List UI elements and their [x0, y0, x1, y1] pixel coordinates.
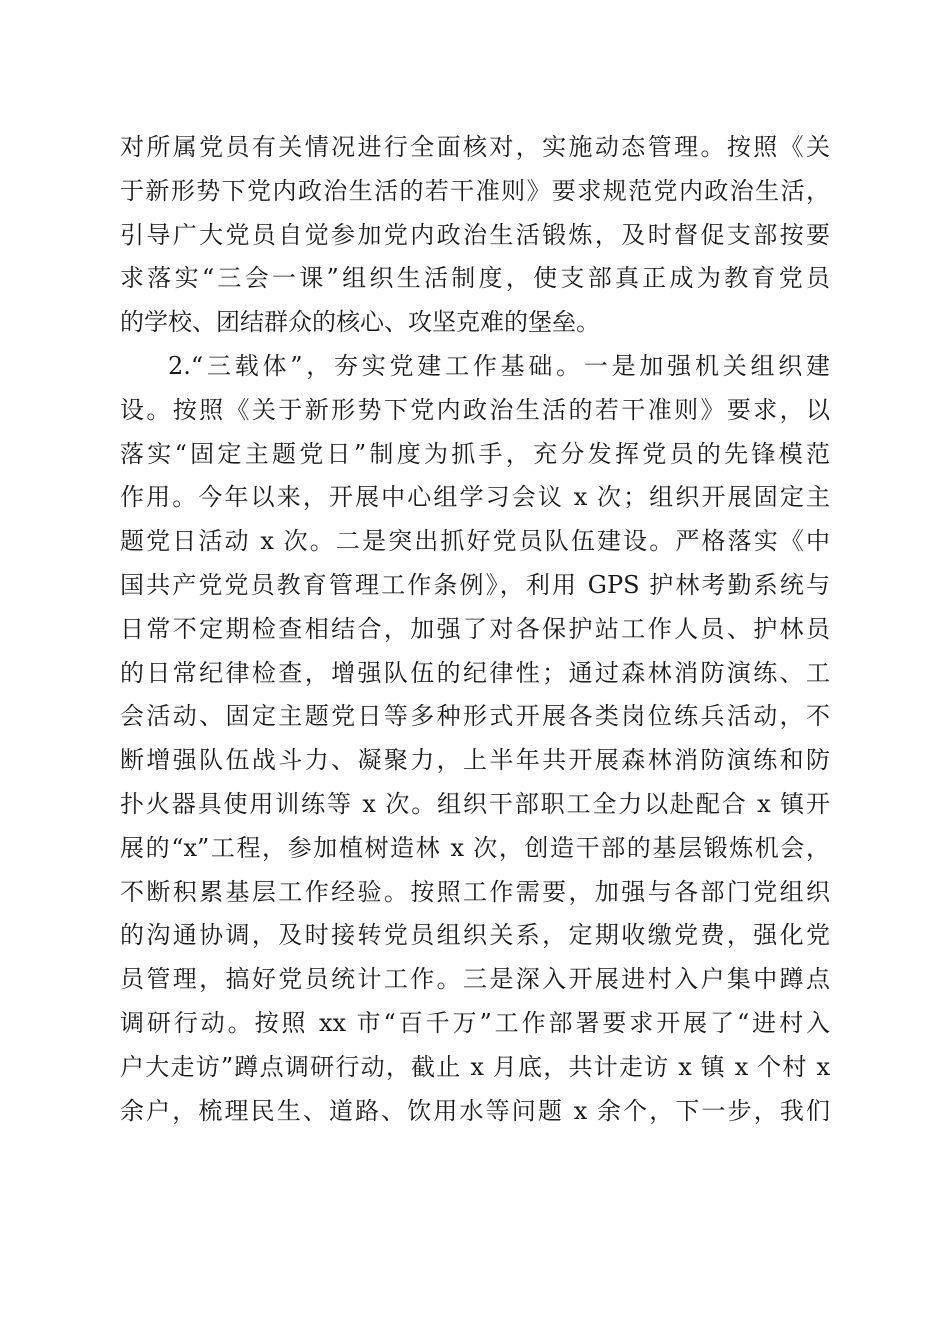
text-line: 展的“x”工程，参加植树造林 x 次，创造干部的基层锻炼机会， [120, 833, 830, 862]
text-line: 设。按照《关于新形势下党内政治生活的若干准则》要求，以 [120, 395, 830, 424]
text-line: 余户，梳理民生、道路、饮用水等问题 x 余个，下一步，我们 [120, 1096, 830, 1125]
text-line: 求落实“三会一课”组织生活制度，使支部真正成为教育党员 [120, 264, 830, 293]
text-line: 扑火器具使用训练等 x 次。组织干部职工全力以赴配合 x 镇开 [120, 790, 830, 818]
text-line: 对所属党员有关情况进行全面核对，实施动态管理。按照《关 [120, 133, 830, 161]
text-line: 的沟通协调，及时接转党员组织关系，定期收缴党费，强化党 [120, 921, 830, 950]
text-line: 不断积累基层工作经验。按照工作需要，加强与各部门党组织 [120, 877, 830, 906]
text-line: 落实“固定主题党日”制度为抓手，充分发挥党员的先锋模范 [120, 439, 830, 468]
text-line: 引导广大党员自觉参加党内政治生活锻炼，及时督促支部按要 [120, 220, 830, 249]
text-line: 调研行动。按照 xx 市“百千万”工作部署要求开展了“进村入 [120, 1009, 830, 1037]
text-line: 员管理，搞好党员统计工作。三是深入开展进村入户集中蹲点 [120, 965, 830, 994]
text-line: 作用。今年以来，开展中心组学习会议 x 次；组织开展固定主 [120, 483, 830, 512]
text-line: 于新形势下党内政治生活的若干准则》要求规范党内政治生活， [120, 176, 830, 205]
text-line: 会活动、固定主题党日等多种形式开展各类岗位练兵活动，不 [120, 702, 830, 731]
text-line: 2.“三载体”，夯实党建工作基础。一是加强机关组织建 [168, 352, 830, 380]
text-line: 断增强队伍战斗力、凝聚力，上半年共开展森林消防演练和防 [120, 746, 830, 775]
text-line: 国共产党党员教育管理工作条例》，利用 GPS 护林考勤系统与 [120, 571, 830, 599]
text-line: 的日常纪律检查，增强队伍的纪律性；通过森林消防演练、工 [120, 658, 830, 687]
text-line: 户大走访”蹲点调研行动，截止 x 月底，共计走访 x 镇 x 个村 x [120, 1052, 830, 1081]
text-line: 的学校、团结群众的核心、攻坚克难的堡垒。 [120, 308, 600, 337]
text-line: 题党日活动 x 次。二是突出抓好党员队伍建设。严格落实《中 [120, 527, 830, 556]
text-line: 日常不定期检查相结合，加强了对各保护站工作人员、护林员 [120, 614, 830, 643]
